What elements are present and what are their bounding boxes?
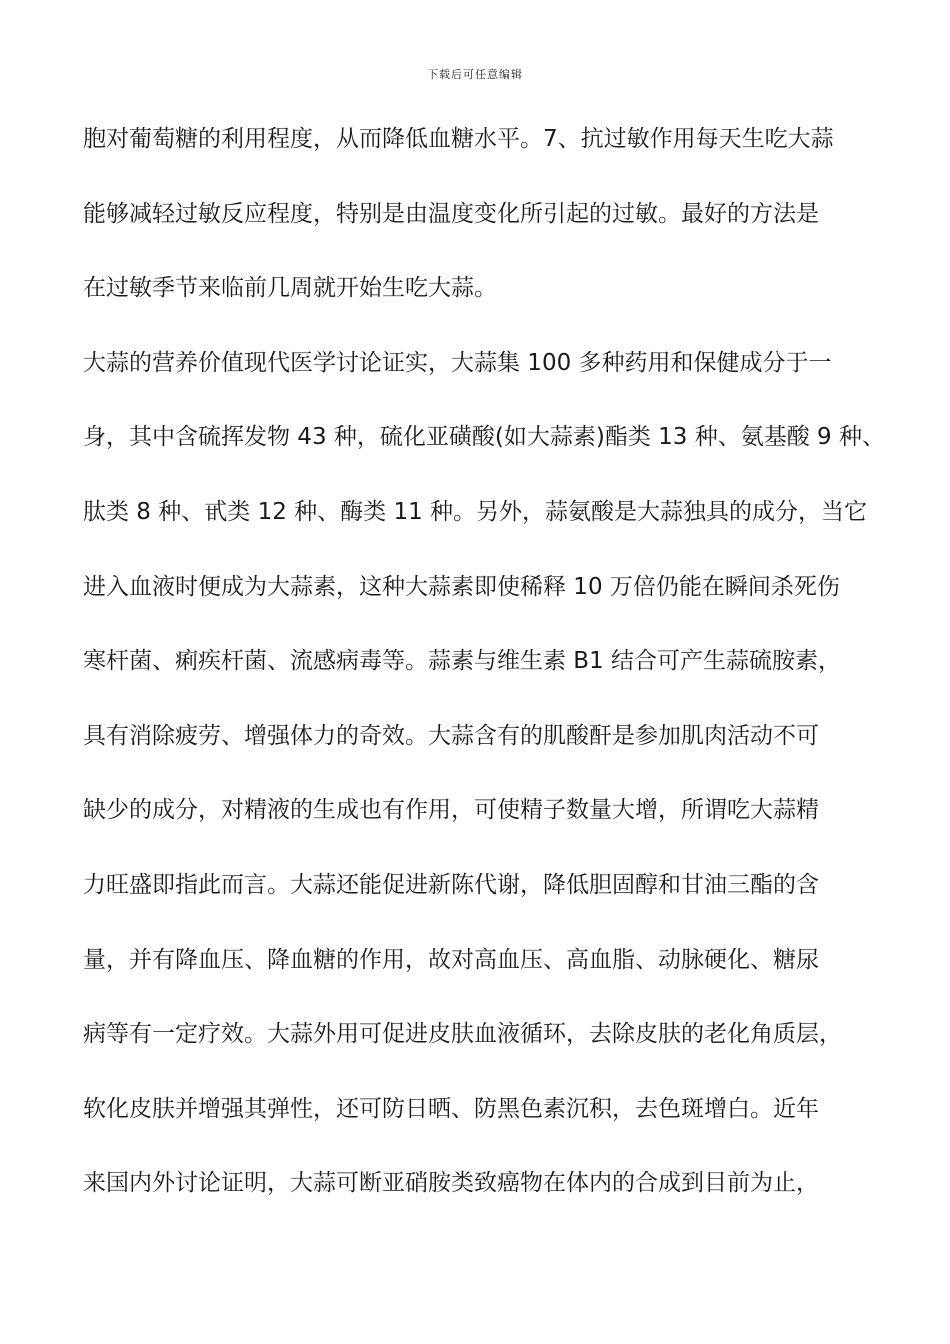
text-line: 缺少的成分，对精液的生成也有作用，可使精子数量大增，所谓吃大蒜精 (83, 797, 819, 824)
text-line: 病等有一定疗效。大蒜外用可促进皮肤血液循环，去除皮肤的老化角质层， (83, 1021, 842, 1048)
text-line: 进入血液时便成为大蒜素，这种大蒜素即使稀释 10 万倍仍能在瞬间杀死伤 (83, 573, 840, 600)
body-text (83, 122, 883, 1241)
text-line: 来国内外讨论证明，大蒜可断亚硝胺类致癌物在体内的合成到目前为止， (83, 1170, 819, 1197)
text-line: 肽类 8 种、甙类 12 种、酶类 11 种。另外，蒜氨酸是大蒜独具的成分，当它 (83, 498, 868, 525)
text-line: 量，并有降血压、降血糖的作用，故对高血压、高血脂、动脉硬化、糖尿 (83, 946, 819, 973)
text-line: 身，其中含硫挥发物 43 种，硫化亚磺酸(如大蒜素)酯类 13 种、氨基酸 9 种、 (83, 424, 885, 451)
page-header: 下载后可任意编辑 (427, 68, 523, 81)
text-line: 力旺盛即指此而言。大蒜还能促进新陈代谢，降低胆固醇和甘油三酯的含 (83, 871, 819, 898)
text-line: 软化皮肤并增强其弹性，还可防日晒、防黑色素沉积，去色斑增白。近年 (83, 1095, 819, 1122)
text-line: 胞对葡萄糖的利用程度，从而降低血糖水平。7、抗过敏作用每天生吃大蒜 (83, 126, 834, 152)
text-line: 大蒜的营养价值现代医学讨论证实，大蒜集 100 多种药用和保健成分于一 (83, 349, 832, 376)
text-line: 具有消除疲劳、增强体力的奇效。大蒜含有的肌酸酐是参加肌肉活动不可 (83, 722, 819, 749)
text-line: 能够减轻过敏反应程度，特别是由温度变化所引起的过敏。最好的方法是 (83, 200, 819, 227)
text-line: 在过敏季节来临前几周就开始生吃大蒜。 (83, 275, 497, 302)
text-line: 寒杆菌、痢疾杆菌、流感病毒等。蒜素与维生素 B1 结合可产生蒜硫胺素， (83, 648, 842, 675)
